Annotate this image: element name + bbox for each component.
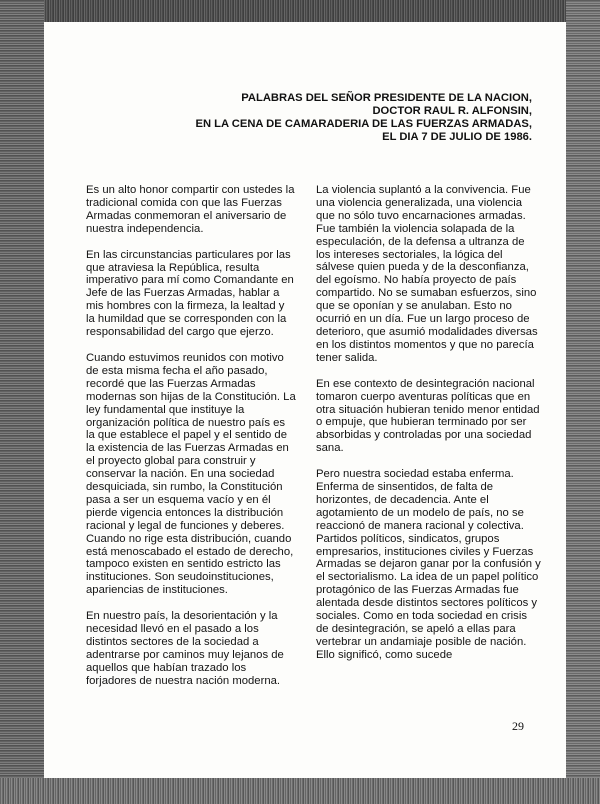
paragraph: Es un alto honor compartir con ustedes la tradicional comida con que las Fuerzas Armadas conmemoran el aniversario de nuestra independencia. (86, 184, 295, 235)
paragraph: En las circunstancias particulares por las que atraviesa la República, resulta imperativo para mí como Comandante en Jefe de las Fuerzas Armadas, hablar a mis hombres con la firmeza, la lealtad y la humildad que se corresponden con la responsabilidad del cargo que ejerzo. (86, 248, 294, 339)
paragraph: La violencia suplantó a la convivencia. Fue una violencia generalizada, una violencia que no sólo tuvo encarnaciones armadas. Fue también la violencia solapada de la especulación, de la defensa a ultranza de los intereses sectoriales, la lógica del sálvese quien pueda y de la desconfianza, del egoísmo. No había proyecto de país compartido. No se sumaban esfuerzos, sino que se oponían y se anulaban. Esto no ocurrió en un día. Fue un largo proceso de deterioro, que asumió modalidades diversas en los distintos momentos y que no parecía tener salida. (316, 184, 538, 364)
right-text-column (316, 184, 541, 675)
heading-line-3: EN LA CENA DE CAMARADERIA DE LAS FUERZAS ARMADAS, (195, 118, 532, 130)
paragraph: Cuando estuvimos reunidos con motivo de esta misma fecha el año pasado, recordé que las Fuerzas Armadas modernas son hijas de la Constitución. La ley fundamental que instituye la organización política de nuestro país es la que establece el papel y el sentido de la existencia de las Fuerzas Armadas en el proyecto global para construir y conservar la nación. En una sociedad desquiciada, sin rumbo, la Constitución pasa a ser un esquema vacío y en él pierde vigencia entonces la distribución racional y legal de funciones y deberes. Cuando no rige esta distribución, cuando está menoscabado el estado de derecho, tampoco existen en sentido estricto las instituciones. Son seudoinstituciones, apariencias de instituciones. (86, 351, 296, 597)
page-number: 29 (512, 719, 524, 733)
heading-line-1: PALABRAS DEL SEÑOR PRESIDENTE DE LA NACION, (241, 92, 532, 104)
scan-border-right (566, 0, 600, 804)
speech-heading (92, 92, 532, 144)
left-text-column (86, 184, 296, 701)
scan-border-top (0, 0, 600, 22)
scan-border-bottom (0, 778, 600, 804)
heading-line-4: EL DIA 7 DE JULIO DE 1986. (382, 131, 532, 143)
document-page (44, 22, 566, 778)
paragraph: Pero nuestra sociedad estaba enferma. Enferma de sinsentidos, de falta de horizontes, de decadencia. Ante el agotamiento de un modelo de país, no se reaccionó de manera racional y colectiva. Partidos políticos, sindicatos, grupos empresarios, instituciones civiles y Fuerzas Armadas se dejaron ganar por la confusión y el sectorialismo. La idea de un papel político protagónico de las Fuerzas Armadas fue alentada desde distintos sectores políticos y sociales. Como en toda sociedad en crisis de desintegración, se apeló a ellas para vertebrar un andamiaje posible de nación. Ello significó, como sucede (316, 468, 541, 661)
paragraph: En nuestro país, la desorientación y la necesidad llevó en el pasado a los distintos sectores de la sociedad a adentrarse por caminos muy lejanos de aquellos que habían trazado los forjadores de nuestra nación moderna. (86, 610, 284, 687)
paragraph: En ese contexto de desintegración nacional tomaron cuerpo aventuras políticas que en otra situación hubieran tenido menor entidad o empuje, que hubieran terminado por ser absorbidas y controladas por una sociedad sana. (316, 377, 540, 455)
scan-border-left (0, 0, 44, 804)
heading-line-2: DOCTOR RAUL R. ALFONSIN, (372, 105, 532, 117)
